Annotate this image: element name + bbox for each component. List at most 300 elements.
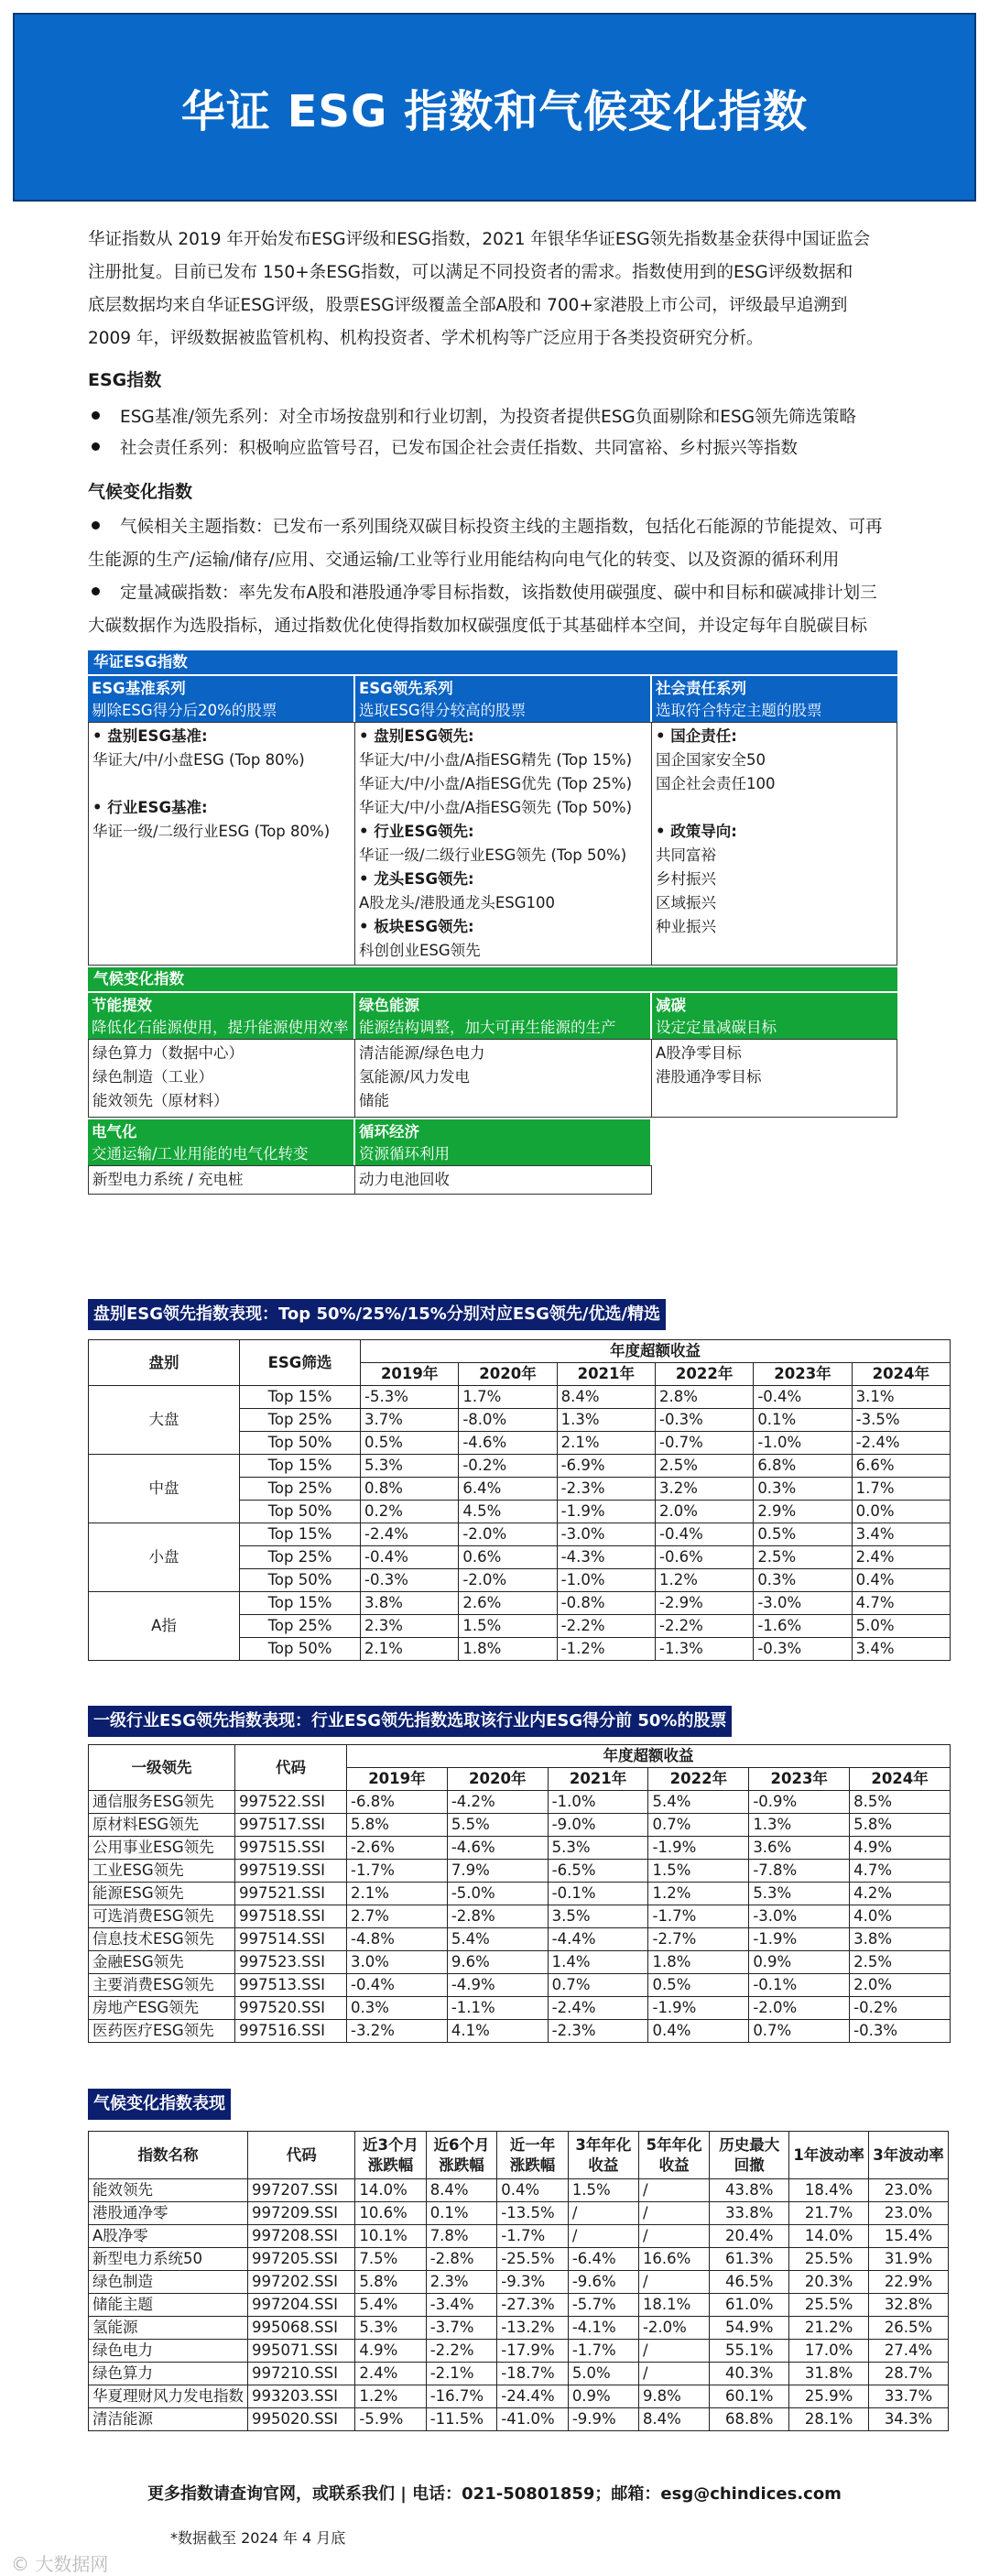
value-text: -0.4% (351, 1976, 395, 1993)
value-cell (648, 1974, 749, 1997)
value-cell (568, 2202, 638, 2225)
grid-col-carbon-reduction: 减碳 设定定量减碳目标 (652, 993, 897, 1039)
index-name-cell: 绿色算力 (89, 2363, 248, 2385)
value-cell (749, 1837, 850, 1860)
value-text: -1.7% (571, 2341, 616, 2359)
value-cell: 61.3% (710, 2248, 789, 2271)
value-cell (426, 2294, 497, 2317)
index-name-cell: 清洁能源 (89, 2408, 248, 2431)
value-cell (568, 2179, 638, 2202)
value-cell (655, 1523, 753, 1546)
value-cell (754, 1546, 852, 1569)
year-header: 2024年 (850, 1768, 951, 1791)
grid-cell-esg-leader: • 盘别ESG领先: 华证大/中/小盘/A指ESG精先 (Top 15%) 华证大/中/小盘/A指ESG优先 (Top 25%) 华证大/中/小盘/A指ESG领先 (Top 50%) • 行业ESG领先: 华证一级/二级行业ESG领先 (Top 50%) • 龙头ESG领先: A股龙头/港股通龙头ESG100 • 板块ESG领先: 科创创业ESG领先 (354, 722, 652, 966)
index-name-cell: 主要消费ESG领先 (89, 1974, 235, 1997)
value-cell (347, 1814, 448, 1837)
value-cell (355, 2225, 426, 2248)
value-text: 5.8% (359, 2273, 398, 2290)
index-code-cell: 997210.SSI (248, 2363, 355, 2385)
value-cell (638, 2179, 709, 2202)
value-cell: 23.0% (869, 2202, 949, 2225)
index-code-cell: 997520.SSI (235, 1997, 347, 2020)
value-cell (447, 1974, 548, 1997)
value-text: -9.3% (501, 2273, 546, 2290)
filter-cell: Top 50% (240, 1569, 361, 1592)
value-text: -0.3% (658, 1411, 703, 1428)
esg-bullet: 社会责任系列：积极响应监管号召，已发布国企社会责任指数、共同富裕、乡村振兴等指数 (88, 432, 903, 465)
value-cell (850, 1837, 951, 1860)
table-row (89, 1791, 951, 1814)
climate-index-table (88, 2131, 949, 2431)
value-text: -3.7% (429, 2319, 474, 2336)
intro-line: 2009 年，评级数据被监管机构、机构投资者、学术机构等广泛应用于各类投资研究分析。 (88, 329, 764, 348)
value-text: -4.9% (451, 1976, 495, 1993)
value-cell: 68.8% (710, 2408, 789, 2431)
value-text: 5.3% (551, 1839, 591, 1856)
value-text: -41.0% (501, 2410, 555, 2428)
value-cell (749, 1860, 850, 1883)
group-header: 年度超额收益 (347, 1745, 951, 1768)
value-text: 3.4% (855, 1525, 895, 1543)
year-header: 2019年 (361, 1363, 459, 1386)
value-cell (655, 1592, 753, 1615)
value-cell: 60.1% (710, 2385, 789, 2408)
value-text: -6.9% (560, 1457, 605, 1474)
value-text: 5.4% (652, 1793, 691, 1810)
value-text: -5.3% (364, 1388, 408, 1405)
value-text: / (642, 2181, 648, 2199)
grid-cell-social-responsibility: • 国企责任: 国企国家安全50 国企社会责任100 • 政策导向: 共同富裕 乡村振兴 区域振兴 种业振兴 (651, 722, 897, 966)
value-cell (497, 2363, 569, 2385)
value-text: 5.4% (451, 1930, 490, 1948)
index-code-cell: 997515.SSI (235, 1837, 347, 1860)
value-cell (355, 2317, 426, 2340)
table-row (89, 1837, 951, 1860)
value-cell (749, 1814, 850, 1837)
table-row (89, 1905, 951, 1928)
value-text: 0.1% (757, 1411, 797, 1428)
value-text: -9.6% (571, 2273, 616, 2290)
intro-line: 注册批复。目前已发布 150+条ESG指数，可以满足不同投资者的需求。指数使用到的ESG评级数据和 (88, 263, 853, 282)
value-cell: 33.7% (869, 2385, 949, 2408)
grid-cell-electrification: 新型电力系统 / 充电桩 (88, 1165, 355, 1195)
value-cell (426, 2202, 497, 2225)
table-row (89, 1455, 951, 1478)
value-text: 3.8% (364, 1594, 403, 1611)
filter-cell: Top 50% (240, 1638, 361, 1661)
intro-line: 华证指数从 2019 年开始发布ESG评级和ESG指数，2021 年银华华证ESG领先指数基金获得中国证监会 (88, 230, 871, 249)
value-cell (548, 1951, 648, 1974)
value-text: 1.3% (560, 1411, 600, 1428)
value-cell (459, 1501, 557, 1523)
value-cell (361, 1569, 459, 1592)
table-row (89, 2408, 949, 2431)
value-cell (497, 2248, 569, 2271)
index-code-cell: 997207.SSI (248, 2179, 355, 2202)
value-text: 3.0% (351, 1953, 389, 1970)
value-text: -0.2% (853, 1999, 898, 2016)
index-name-cell: 通信服务ESG领先 (89, 1791, 235, 1814)
value-cell (568, 2248, 638, 2271)
value-text: -0.4% (658, 1525, 703, 1543)
index-code-cell: 997522.SSI (235, 1791, 347, 1814)
value-cell (749, 1883, 850, 1905)
value-text: 2.9% (757, 1502, 797, 1520)
value-text: -3.0% (753, 1907, 798, 1925)
table1-title: 盘别ESG领先指数表现：Top 50%/25%/15%分别对应ESG领先/优选/精选 (88, 1299, 666, 1330)
index-name-cell: 绿色电力 (89, 2340, 248, 2363)
value-text: -2.2% (560, 1617, 605, 1634)
value-text: -1.2% (560, 1640, 605, 1657)
value-text: 8.5% (853, 1793, 893, 1810)
value-cell (426, 2248, 497, 2271)
value-text: 1.3% (753, 1816, 792, 1833)
esg-grid-header: 华证ESG指数 (88, 650, 897, 674)
value-cell: 17.0% (789, 2340, 869, 2363)
value-text: -1.6% (757, 1617, 802, 1634)
value-cell (852, 1523, 950, 1546)
value-cell: 55.1% (710, 2340, 789, 2363)
index-name-cell: A股净零 (89, 2225, 248, 2248)
value-cell: 21.2% (789, 2317, 869, 2340)
col-header: 近6个月 涨跌幅 (426, 2132, 497, 2179)
value-cell (347, 1905, 448, 1928)
value-text: -9.9% (571, 2410, 616, 2428)
value-cell (568, 2385, 638, 2408)
table-row (89, 1386, 951, 1409)
value-cell (355, 2385, 426, 2408)
value-cell: 26.5% (869, 2317, 949, 2340)
table-row (89, 2248, 949, 2271)
value-text: -3.2% (351, 2022, 395, 2039)
index-code-cell: 997519.SSI (235, 1860, 347, 1883)
value-text: 0.3% (757, 1571, 797, 1588)
value-text: 2.5% (658, 1457, 698, 1474)
table-row (89, 2385, 949, 2408)
value-cell (568, 2271, 638, 2294)
value-cell (497, 2340, 569, 2363)
value-text: 16.6% (642, 2250, 691, 2267)
value-text: -0.6% (658, 1548, 703, 1566)
year-header: 2020年 (459, 1363, 557, 1386)
value-cell (638, 2294, 709, 2317)
value-text: -6.8% (351, 1793, 395, 1810)
value-cell (497, 2385, 569, 2408)
value-text: 0.5% (757, 1525, 797, 1543)
climate-bullet: 定量减碳指数：率先发布A股和港股通净零目标指数，该指数使用碳强度、碳中和目标和碳减排计划三 大碳数据作为选股指标，通过指数优化使得指数加权碳强度低于其基础样本空间，并设定每年自脱碳目标 (88, 584, 877, 636)
index-name-cell: 公用事业ESG领先 (89, 1837, 235, 1860)
intro-line: 底层数据均来自华证ESG评级，股票ESG评级覆盖全部A股和 700+家港股上市公司，评级最早追溯到 (88, 296, 848, 315)
value-text: -0.4% (757, 1388, 802, 1405)
value-cell (426, 2225, 497, 2248)
value-cell (361, 1386, 459, 1409)
grid-cell-esg-benchmark: • 盘别ESG基准: 华证大/中/小盘ESG (Top 80%) • 行业ESG基准: 华证一级/二级行业ESG (Top 80%) (88, 722, 355, 966)
value-cell (548, 1997, 648, 2020)
value-cell: 20.3% (789, 2271, 869, 2294)
contact-footer: 更多指数请查询官网，或联系我们 | 电话：021-50801859；邮箱：esg@chindices.com (147, 2484, 842, 2504)
value-text: 0.9% (571, 2387, 611, 2405)
index-code-cell: 997209.SSI (248, 2202, 355, 2225)
value-cell (850, 2020, 951, 2043)
value-text: -2.2% (429, 2341, 474, 2359)
value-cell (361, 1501, 459, 1523)
value-text: / (571, 2227, 578, 2244)
table-row (89, 1997, 951, 2020)
value-cell (557, 1592, 655, 1615)
value-text: 2.1% (560, 1434, 600, 1451)
filter-cell: Top 50% (240, 1432, 361, 1455)
value-text: 10.6% (359, 2204, 408, 2221)
value-text: / (642, 2204, 648, 2221)
value-text: 1.7% (462, 1388, 502, 1405)
value-text: 0.5% (364, 1434, 403, 1451)
table-row (89, 1974, 951, 1997)
value-cell (426, 2179, 497, 2202)
page-title: 华证 ESG 指数和气候变化指数 (180, 85, 809, 137)
value-text: -4.3% (560, 1548, 605, 1566)
value-cell (754, 1501, 852, 1523)
value-cell (852, 1592, 950, 1615)
value-cell: 23.0% (869, 2179, 949, 2202)
value-cell (655, 1501, 753, 1523)
value-cell (557, 1523, 655, 1546)
value-cell (749, 1997, 850, 2020)
value-cell (852, 1409, 950, 1432)
year-header: 2020年 (447, 1768, 548, 1791)
value-text: 0.7% (652, 1816, 691, 1833)
value-text: 2.4% (359, 2364, 398, 2382)
value-text: 4.2% (853, 1884, 893, 1902)
value-text: 0.4% (652, 2022, 691, 2039)
value-cell (754, 1409, 852, 1432)
value-text: 1.5% (571, 2181, 611, 2199)
value-cell (749, 2020, 850, 2043)
value-text: -7.8% (753, 1861, 798, 1879)
value-text: 1.8% (462, 1640, 502, 1657)
value-cell (638, 2363, 709, 2385)
value-cell (852, 1615, 950, 1638)
value-cell (638, 2385, 709, 2408)
value-text: -0.9% (753, 1793, 798, 1810)
value-text: -3.5% (855, 1411, 900, 1428)
filter-cell: Top 15% (240, 1523, 361, 1546)
value-cell (497, 2271, 569, 2294)
value-text: -2.0% (753, 1999, 798, 2016)
value-text: 3.8% (853, 1930, 893, 1948)
value-cell (557, 1546, 655, 1569)
value-cell (347, 1883, 448, 1905)
board-cell: 中盘 (89, 1455, 240, 1523)
value-cell: 21.7% (789, 2202, 869, 2225)
value-text: 9.8% (642, 2387, 681, 2405)
value-text: -16.7% (429, 2387, 484, 2405)
table2-title: 一级行业ESG领先指数表现：行业ESG领先指数选取该行业内ESG得分前 50%的股票 (88, 1706, 732, 1737)
value-text: -1.7% (351, 1861, 395, 1879)
value-cell (497, 2317, 569, 2340)
value-text: 5.5% (451, 1816, 490, 1833)
value-text: 8.4% (429, 2181, 469, 2199)
value-cell: 43.8% (710, 2179, 789, 2202)
col-header: 1年波动率 (789, 2132, 869, 2179)
grid-col-social-responsibility: 社会责任系列 选取符合特定主题的股票 (652, 676, 897, 722)
value-text: 0.2% (364, 1502, 403, 1520)
index-name-cell: 能源ESG领先 (89, 1883, 235, 1905)
col-header-board: 盘别 (89, 1340, 240, 1386)
col-header: 5年年化 收益 (638, 2132, 709, 2179)
value-cell (497, 2202, 569, 2225)
value-text: 2.3% (364, 1617, 403, 1634)
value-cell (568, 2225, 638, 2248)
value-cell (459, 1615, 557, 1638)
value-cell (548, 1860, 648, 1883)
value-cell (754, 1523, 852, 1546)
value-text: 3.4% (855, 1640, 895, 1657)
value-text: 5.3% (753, 1884, 792, 1902)
index-name-cell: 氢能源 (89, 2317, 248, 2340)
value-cell (648, 1814, 749, 1837)
table-row (89, 2294, 949, 2317)
value-text: -17.9% (501, 2341, 555, 2359)
value-text: 0.4% (855, 1571, 895, 1588)
value-cell (568, 2317, 638, 2340)
value-text: 5.3% (359, 2319, 398, 2336)
value-cell (447, 1791, 548, 1814)
year-header: 2021年 (557, 1363, 655, 1386)
value-text: -0.8% (560, 1594, 605, 1611)
value-cell (497, 2179, 569, 2202)
value-text: 3.7% (364, 1411, 403, 1428)
table-row (89, 2179, 949, 2202)
value-text: / (642, 2273, 648, 2290)
value-text: -25.5% (501, 2250, 555, 2267)
value-cell (557, 1638, 655, 1661)
value-cell: 54.9% (710, 2317, 789, 2340)
value-cell (852, 1478, 950, 1501)
value-text: 4.1% (451, 2022, 490, 2039)
value-cell (347, 1837, 448, 1860)
value-cell (850, 1791, 951, 1814)
value-text: -1.9% (753, 1930, 798, 1948)
value-text: -2.0% (462, 1525, 507, 1543)
value-text: 7.5% (359, 2250, 398, 2267)
value-text: 2.1% (351, 1884, 389, 1902)
value-text: 6.8% (757, 1457, 797, 1474)
value-text: 5.3% (364, 1457, 403, 1474)
value-cell (655, 1546, 753, 1569)
data-date-note: *数据截至 2024 年 4 月底 (170, 2529, 346, 2547)
value-cell (459, 1386, 557, 1409)
value-text: -2.6% (351, 1839, 395, 1856)
value-cell (655, 1638, 753, 1661)
value-text: / (642, 2227, 648, 2244)
value-text: 6.6% (855, 1457, 895, 1474)
value-cell (347, 1997, 448, 2020)
value-cell: 61.0% (710, 2294, 789, 2317)
value-cell (655, 1455, 753, 1478)
grid-col-energy-efficiency: 节能提效 降低化石能源使用，提升能源使用效率 (88, 993, 353, 1039)
value-cell (754, 1638, 852, 1661)
table-row (89, 1883, 951, 1905)
value-text: 7.8% (429, 2227, 469, 2244)
value-cell (638, 2225, 709, 2248)
table3-title: 气候变化指数表现 (88, 2089, 231, 2120)
year-header: 2019年 (347, 1768, 448, 1791)
index-code-cell: 997521.SSI (235, 1883, 347, 1905)
index-code-cell: 997514.SSI (235, 1928, 347, 1951)
year-header: 2024年 (852, 1363, 950, 1386)
value-cell (850, 1997, 951, 2020)
value-cell (852, 1546, 950, 1569)
value-cell (648, 1883, 749, 1905)
value-text: 2.8% (658, 1388, 698, 1405)
value-text: 2.0% (853, 1976, 893, 1993)
col-header: 3年年化 收益 (568, 2132, 638, 2179)
value-text: 6.4% (462, 1479, 502, 1497)
value-cell (548, 1905, 648, 1928)
value-text: 18.1% (642, 2296, 691, 2313)
value-cell: 31.9% (869, 2248, 949, 2271)
value-text: 0.1% (429, 2204, 469, 2221)
value-text: -0.1% (551, 1884, 596, 1902)
value-cell (459, 1638, 557, 1661)
value-cell (459, 1478, 557, 1501)
value-text: -2.4% (364, 1525, 408, 1543)
value-cell (426, 2363, 497, 2385)
value-cell (355, 2340, 426, 2363)
value-text: 0.3% (351, 1999, 389, 2016)
value-text: 0.9% (753, 1953, 792, 1970)
value-text: 1.5% (462, 1617, 502, 1634)
value-cell (459, 1569, 557, 1592)
index-code-cell: 997518.SSI (235, 1905, 347, 1928)
value-text: 9.6% (451, 1953, 490, 1970)
value-cell (754, 1455, 852, 1478)
value-cell (648, 1905, 749, 1928)
value-cell (459, 1432, 557, 1455)
value-cell: 25.5% (789, 2248, 869, 2271)
col-header: 3年波动率 (869, 2132, 949, 2179)
filter-cell: Top 25% (240, 1546, 361, 1569)
value-text: -4.2% (451, 1793, 495, 1810)
watermark: © 大数据网 (11, 2553, 109, 2575)
index-code-cell: 995020.SSI (248, 2408, 355, 2431)
table-row (89, 1860, 951, 1883)
value-cell (749, 1928, 850, 1951)
grid-cell-green-energy: 清洁能源/绿色电力 氢能源/风力发电 储能 (354, 1039, 652, 1118)
value-text: -1.0% (757, 1434, 802, 1451)
value-cell (850, 1974, 951, 1997)
value-cell (355, 2363, 426, 2385)
value-text: -1.9% (652, 1999, 697, 2016)
index-name-cell: 金融ESG领先 (89, 1951, 235, 1974)
value-text: -0.3% (853, 2022, 898, 2039)
index-code-cell: 995071.SSI (248, 2340, 355, 2363)
value-cell (497, 2408, 569, 2431)
value-cell (557, 1455, 655, 1478)
value-cell (355, 2408, 426, 2431)
index-name-cell: 原材料ESG领先 (89, 1814, 235, 1837)
value-cell (850, 1928, 951, 1951)
bullet-icon (92, 587, 100, 595)
table-row (89, 2363, 949, 2385)
value-cell (852, 1455, 950, 1478)
value-text: -24.4% (501, 2387, 555, 2405)
value-text: -2.2% (658, 1617, 703, 1634)
value-text: -1.1% (451, 1999, 495, 2016)
index-code-cell: 997513.SSI (235, 1974, 347, 1997)
value-cell (557, 1615, 655, 1638)
value-cell (638, 2202, 709, 2225)
